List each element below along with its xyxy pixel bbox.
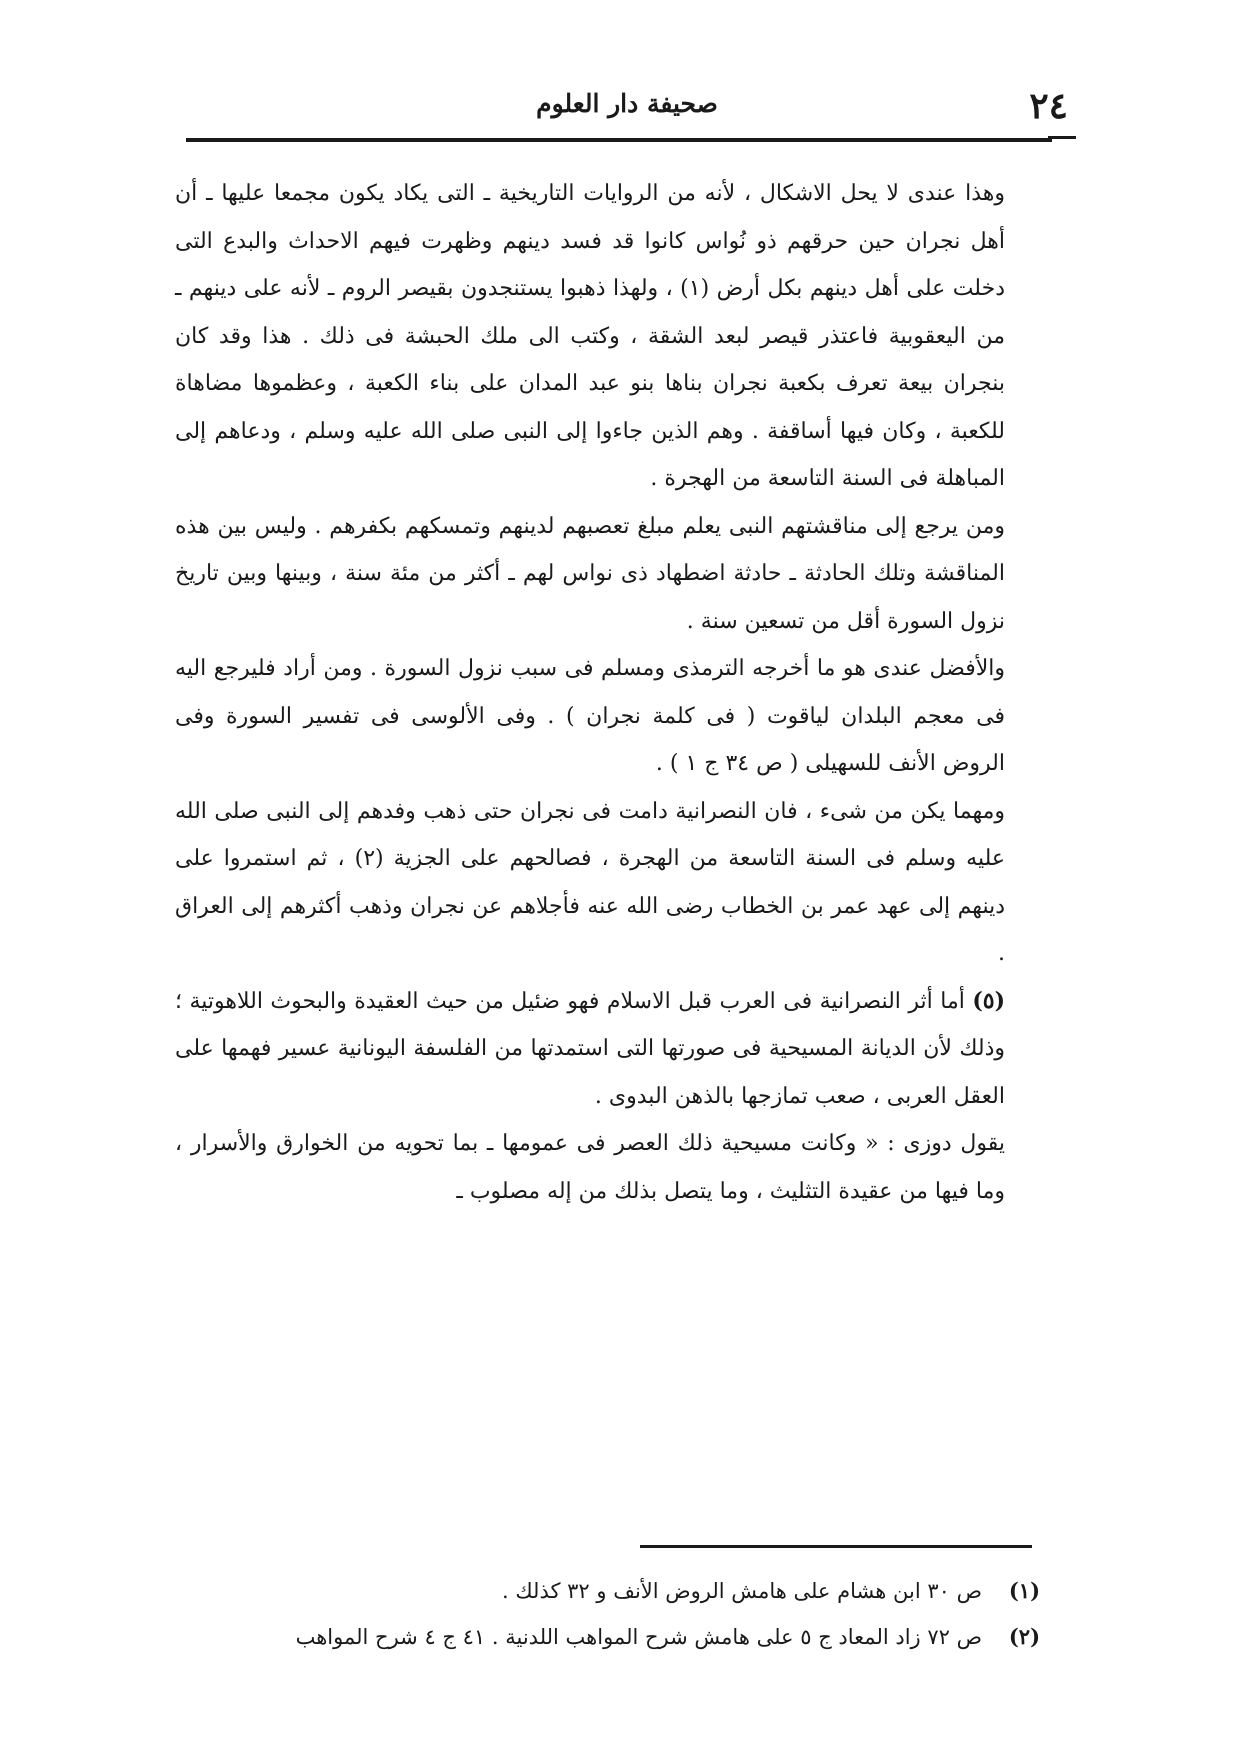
page-number: ٢٤ (1029, 85, 1068, 127)
paragraph-2: ومن يرجع إلى مناقشتهم النبى يعلم مبلغ تعصبهم لدينهم وتمسكهم بكفرهم . وليس بين هذه المناقشة وتلك الحادثة ـ حادثة اضطهاد ذى نواس لهم ـ أكثر من مئة سنة ، وبينها وبين تاريخ نزول السورة أقل من تسعين سنة . (175, 513, 1005, 634)
section-number: (٥) (972, 987, 1005, 1014)
footnote-1 (175, 1568, 1060, 1614)
body-text (175, 170, 1060, 1215)
footnote-text: ص ٧٢ زاد المعاد ج ٥ على هامش شرح المواهب اللدنية . ٤١ ج ٤ شرح المواهب (295, 1625, 982, 1649)
paragraph-5-text: أما أثر النصرانية فى العرب قبل الاسلام فهو ضئيل من حيث العقيدة والبحوث اللاهوتية ؛ وذلك لأن الديانة المسيحية فى صورتها التى استمدتها من الفلسفة اليونانية عسير فهمها على العقل العربى ، صعب تمازجها بالذهن البدوى . (175, 988, 1005, 1109)
running-header (182, 80, 1072, 132)
paragraph-5 (175, 978, 1060, 1121)
running-title: صحيفة دار العلوم (536, 89, 718, 118)
paragraph-1: وهذا عندى لا يحل الاشكال ، لأنه من الروايات التاريخية ـ التى يكاد يكون مجمعا عليها ـ أن أهل نجران حين حرقهم ذو نُواس كانوا قد فسد دينهم وظهرت فيهم الاحداث والبدع التى دخلت على أهل دينهم بكل أرض (١) ، ولهذا ذهبوا يستنجدون بقيصر الروم ـ لأنه على دينهم ـ من اليعقوبية فاعتذر قيصر لبعد الشقة ، وكتب الى ملك الحبشة فى ذلك . هذا وقد كان بنجران بيعة تعرف بكعبة نجران بناها بنو عبد المدان على بناء الكعبة ، وعظموها مضاهاة للكعبة ، وكان فيها أساقفة . وهم الذين جاءوا إلى النبى صلى الله عليه وسلم ، ودعاهم إلى المباهلة فى السنة التاسعة من الهجرة . (175, 181, 1005, 491)
footnotes (175, 1568, 1060, 1660)
footnote-marker: (١) (1008, 1578, 1040, 1603)
footnote-2 (175, 1614, 1060, 1660)
header-rule-tick (1048, 136, 1076, 139)
footnote-marker: (٢) (1008, 1624, 1040, 1649)
header-rule (186, 138, 1052, 142)
footnote-text: ص ٣٠ ابن هشام على هامش الروض الأنف و ٣٢ كذلك . (502, 1579, 982, 1603)
paragraph-3: والأفضل عندى هو ما أخرجه الترمذى ومسلم فى سبب نزول السورة . ومن أراد فليرجع اليه فى معجم البلدان لياقوت ( فى كلمة نجران ) . وفى الألوسى فى تفسير السورة وفى الروض الأنف للسهيلى ( ص ٣٤ ج ١ ) . (175, 656, 1005, 776)
footnote-rule (640, 1545, 1032, 1548)
paragraph-6: يقول دوزى : « وكانت مسيحية ذلك العصر فى عمومها ـ بما تحويه من الخوارق والأسرار ، وما فيها من عقيدة التثليث ، وما يتصل بذلك من إله مصلوب ـ (175, 1131, 1005, 1204)
paragraph-4: ومهما يكن من شىء ، فان النصرانية دامت فى نجران حتى ذهب وفدهم إلى النبى صلى الله عليه وسلم فى السنة التاسعة من الهجرة ، فصالحهم على الجزية (٢) ، ثم استمروا على دينهم إلى عهد عمر بن الخطاب رضى الله عنه فأجلاهم عن نجران وذهب أكثرهم إلى العراق . (175, 798, 1005, 966)
